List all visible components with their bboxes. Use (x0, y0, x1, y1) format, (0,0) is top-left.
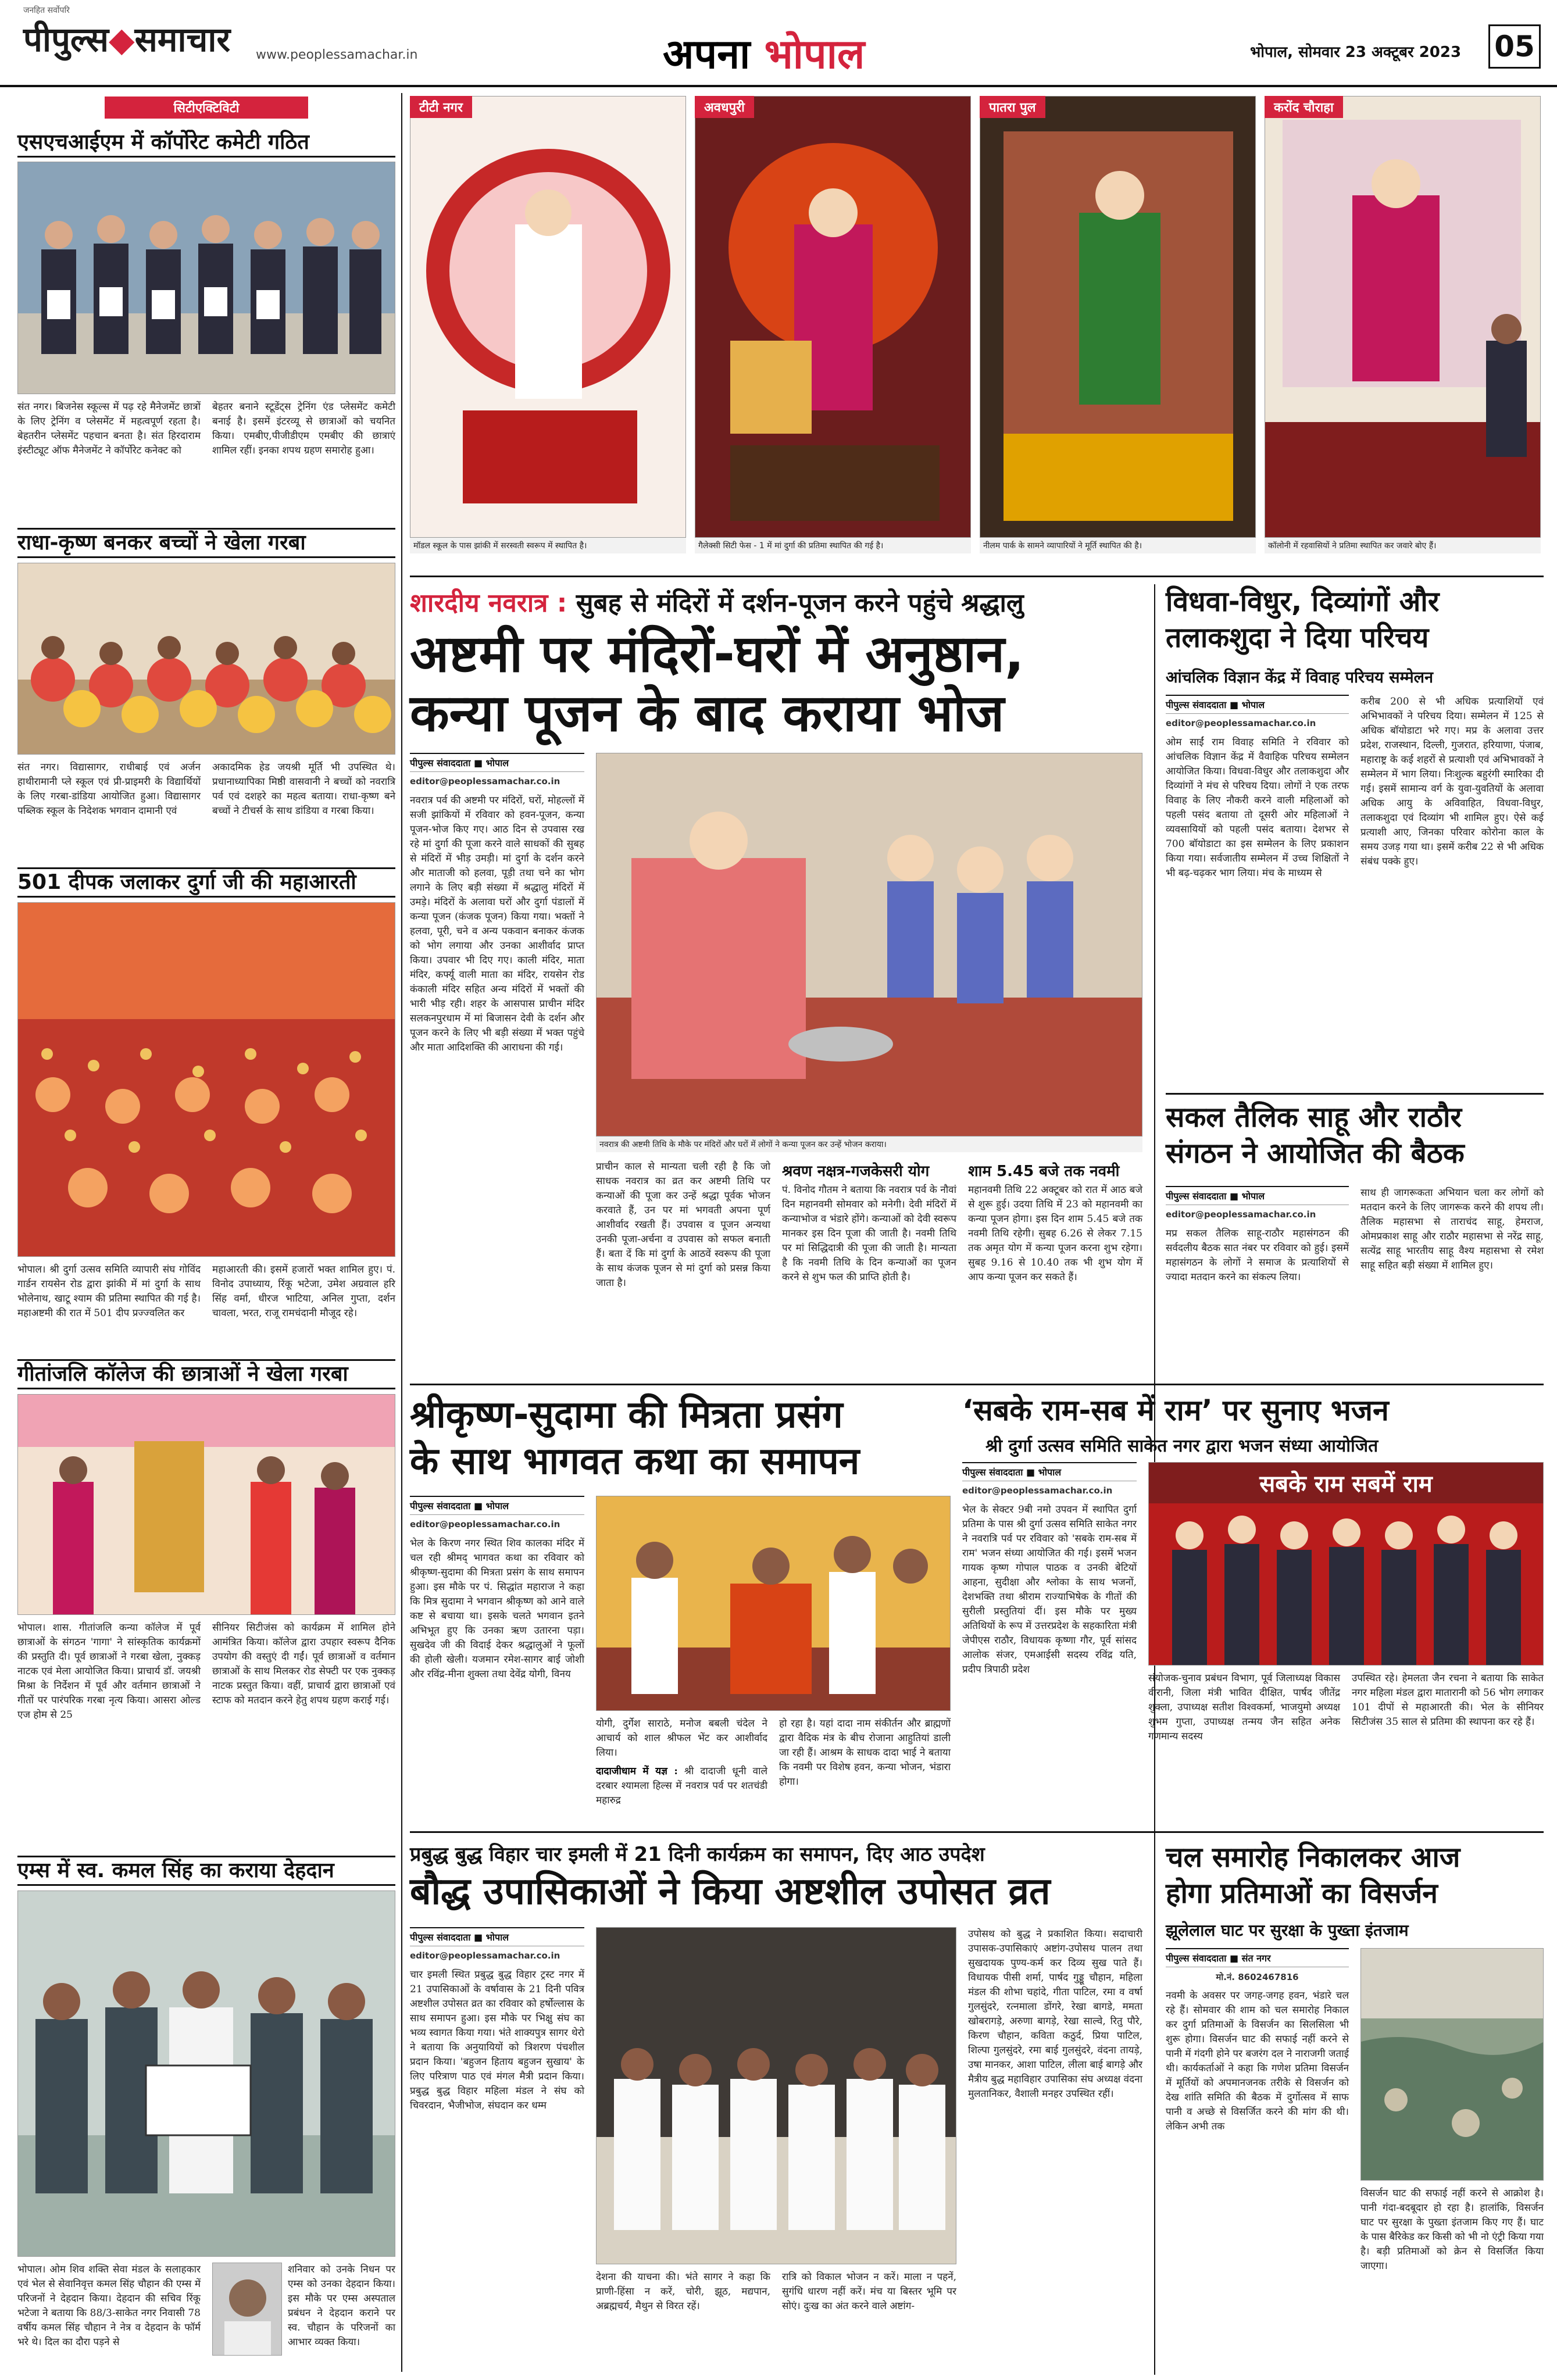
sahu-email[interactable]: editor@peoplessamachar.co.in (1166, 1209, 1316, 1220)
visarjan-ghat-photo-icon (1361, 1949, 1544, 2181)
pandal-tag-4: करोंद चौराहा (1265, 96, 1343, 118)
masthead-tagline: जनहित सर्वोपरि (23, 6, 70, 15)
navratri-byline: पीपुल्स संवाददाता ■ भोपाल (410, 753, 584, 772)
widow-byline: पीपुल्स संवाददाता ■ भोपाल (1166, 695, 1349, 714)
kanya-pujan-photo (596, 753, 1142, 1137)
diamond-icon: ◆ (108, 20, 135, 59)
s4-headline: गीतांजलि कॉलेज की छात्राओं ने खेला गरबा (17, 1359, 395, 1389)
sahu-byline: पीपुल्स संवाददाता ■ भोपाल (1166, 1186, 1349, 1205)
visarjan-headline-1: चल समारोह निकालकर आज (1166, 1841, 1460, 1874)
navratri-email[interactable]: editor@peoplessamachar.co.in (410, 776, 560, 787)
portrait-photo (212, 2263, 282, 2356)
lower-divider (410, 1831, 1544, 1833)
bhajan-story (962, 1392, 1544, 1834)
buddha-text-col3: रात्रि को विकाल भोजन न करें। माला न पहनें, सुगंधि धारण नहीं करें। मंच या बिस्तर भूमि पर सोएं। दुःख का अंत करने वाले अष्टांग- (782, 2271, 956, 2312)
s1-text-col2: बेहतर बनाने स्टूडेंट्स ट्रेनिंग एंड प्लेसमेंट कमेटी बनाई है। इसमें इंटरव्यू से छात्राओं को चयनित किया। एमबीए,पीजीडीएम एमबीए की छात्राएं शामिल रहीं। इनका शपथ ग्रहण समारोह हुआ। (212, 401, 395, 456)
bhagwat-email[interactable]: editor@peoplessamachar.co.in (410, 1519, 560, 1530)
s1-photo (17, 162, 395, 394)
bhajan-subhead: श्री दुर्गा उत्सव समिति साकेत नगर द्वारा भजन संध्या आयोजित (985, 1436, 1379, 1456)
bhajan-text-col3: उपस्थित रहे। हेमलता जैन रचना ने बताया कि साकेत नगर महिला मंडल द्वारा मातारानी को 56 भोग लगाकर 101 दीपों से महाआरती की। भेल के सीनियर सिटीजंस 35 साल से प्रतिमा की स्थापना कर रहे हैं। (1352, 1673, 1544, 1728)
s4-text-col2: सीनियर सिटीजंस को कार्यक्रम में शामिल होने आमंत्रित किया। कॉलेज द्वारा उपहार स्वरूप दैनिक उपयोग की वस्तुएं दी गईं। पूर्व छात्राओं व वर्तमान छात्राओं के साथ मिलकर रोड सेफ्टी पर एक नुक्कड़ नाटक प्रस्तुत किया। वहीं, प्राचार्य द्वारा छात्राओं एवं स्टाफ को मतदान करने हेतु शपथ ग्रहण कराई गई। (212, 1622, 395, 1706)
navratri-kicker (410, 584, 1142, 619)
buddha-story (410, 1840, 1142, 2375)
buddha-text-col2: देशना की याचना की। भंते सागर ने कहा कि प्राणी-हिंसा न करें, चोरी, झूठ, मद्यपान, अब्रह्मचर्य, मैथुन से विरत रहें। (596, 2271, 770, 2312)
bhajan-text-col1: भेल के सेक्टर 9बी नमो उपवन में स्थापित दुर्गा प्रतिमा के पास श्री दुर्गा उत्सव समिति साकेत नगर ने नवरात्रि पर्व पर रविवार को 'सबके राम-सब में राम' भजन संध्या आयोजित की गई। इसमें भजन गायक कृष्ण गोपाल पाठक व उनकी बेटियों आहना, सुदीक्षा और श्लोका के साथ भजनों, देशभक्ति तथा श्रीराम राज्याभिषेक के गीतों की सुरीली प्रस्तुतियां दीं। इस मौके पर मुख्य अतिथियों के रूप में उत्तरप्रदेश के सहकारिता मंत्री जेपीएस राठौर, विधायक कृष्णा गौर, पूर्व सांसद आलोक संजर, एमआईसी सदस्य रविंद्र यति, प्रदीप त्रिपाठी प्रदेश (962, 1504, 1137, 1675)
navratri-kicker-red: शारदीय नवरात्र : (410, 588, 576, 618)
sahu-text-col1: मप्र सकल तैलिक साहू-राठौर महासंगठन की सर्वदलीय बैठक सात नंबर पर रविवार को हुई। इसमें महासंगठन के लोगों ने समाज के प्रत्याशियों से ज्यादा मतदान करने का संकल्प लिया। (1166, 1228, 1349, 1283)
kanya-pujan-caption: नवरात्र की अष्टमी तिथि के मौके पर मंदिरों और घरों में लोगों ने कन्या पूजन कर उन्हें भोजन कराया। (596, 1137, 1142, 1152)
website-link[interactable]: www.peoplessamachar.in (256, 48, 418, 62)
masthead (0, 0, 1557, 87)
pandal-caption-2: गैलेक्सी सिटी फेस - 1 में मां दुर्गा की प्रतिमा स्थापित की गई है। (695, 538, 971, 553)
widow-text-col1: ओम साईं राम विवाह समिति ने रविवार को आंचलिक विज्ञान केंद्र में वैवाहिक परिचय सम्मेलन आयोजित किया। विधवा-विधुर और तलाकशुदा और दिव्यांगों ने मंच से परिचय दिया। लोगों ने एक तरफ विवाह के लिए नौकरी करने वाली महिलाओं को पहली पसंद बताया तो दूसरी ओर महिलाओं ने व्यवसायियों को पहली पसंद बताया। देशभर से 700 बॉयोडाटा का इस सम्मेलन के लिए प्रकाशन किया गया। सर्वजातीय सम्मेलन में उच्च शिक्षितों ने भी बढ़-चढ़कर भाग लिया। मंच के माध्यम से (1166, 737, 1349, 879)
bhagwat-story (410, 1392, 951, 1811)
s1-text-col1: संत नगर। बिजनेस स्कूल्स में पढ़ रहे मैनेजमेंट छात्रों के लिए ट्रेनिंग व प्लेसमेंट में महत्वपूर्ण रहता है। बेहतरीन प्लेसमेंट पहचान बनता है। संत हिरदाराम इंस्टीट्यूट ऑफ मैनेजमेंट ने कॉर्पोरेट कनेक्ट को (17, 401, 201, 456)
navratri-subhead-1: श्रवण नक्षत्र-गजकेसरी योग (782, 1163, 930, 1180)
durga-idol-icon (695, 97, 971, 538)
navratri-body-1: नवरात्र पर्व की अष्टमी पर मंदिरों, घरों, मोहल्लों में सजी झांकियों में रविवार को हवन-पूजन, कन्या पूजन-भोज किए गए। आठ दिन से उपवास रख रहे मां दुर्गा की पूजा करने वाले साधकों की सुबह से मंदिरों में भीड़ उमड़ी। मां दुर्गा के दर्शन करने और माताजी को हलवा, पूड़ी तथा चने का भोग लगाने के लिए बड़ी संख्या में श्रद्धालु मंदिरों में उमड़े। मंदिरों के अलावा घरों और दुर्गा पंडालों में कन्या पूजन (कंजक पूजन) किया गया। भक्तों ने हलवा, पूरी, चने व अन्य पकवान बनाकर कंजक को भोग लगाया और उनका आशीर्वाद प्राप्त किया। उपवार भी दिए गए। काली मंदिर, माता मंदिर, कर्फ्यू वाली माता का मंदिर, रायसेन रोड कंकाली मंदिर सहित अन्य मंदिरों में भक्तों की भारी भीड़ रही। शहर के आसपास प्राचीन मंदिर सलकनपुरधाम में मां बिजासन देवी के दर्शन और पूजन करने के लिए भी बड़ी संख्या में भक्त पहुंचे और माता आदिशक्ति की आराधना की गई। (410, 795, 584, 1053)
widow-subhead: आंचलिक विज्ञान केंद्र में विवाह परिचय सम्मेलन (1166, 669, 1433, 687)
s2-text-col1: संत नगर। विद्यासागर, राधीबाई एवं अर्जन हाथीरामानी प्ले स्कूल एवं प्री-प्राइमरी के विद्यार्थियों के लिए गरबा-डांडिया आयोजित हुआ। विद्यासागर पब्लिक स्कूल के निदेशक भगवान दामानी एवं (17, 762, 201, 817)
navratri-body-4: महानवमी तिथि 22 अक्टूबर को रात में आठ बजे से शुरू हुई। उदया तिथि में 23 को महानवमी का कन्या पूजन होगा। इस दिन शाम 5.45 बजे तक नवमी तिथि रहेगी। सुबह 6.26 से लेकर 7.15 तक अमृत योग में कन्या पूजन करना शुभ रहेगा। सुबह 9.16 से 10.40 तक भी शुभ योग में आप कन्या पूजन कर सकते हैं। (968, 1184, 1142, 1283)
children-garba-photo-icon (18, 563, 395, 755)
portrait-icon (213, 2263, 282, 2356)
pandal-photo-2 (695, 96, 971, 538)
city-activity-tag: सिटीएक्टिविटी (105, 97, 308, 119)
s2-headline: राधा-कृष्ण बनकर बच्चों ने खेला गरबा (17, 528, 395, 558)
buddha-photo (596, 1927, 956, 2264)
s4-text-col1: भोपाल। शास. गीतांजलि कन्या कॉलेज में पूर्व छात्राओं के संगठन 'गागा' ने सांस्कृतिक कार्यक्रमों की प्रस्तुति दी। पूर्व छात्राओं ने गरबा खेला, नुक्कड़ नाटक एवं मेला आयोजित किया। प्राचार्य डॉ. जयश्री मिश्रा के निर्देशन में पूर्व और वर्तमान छात्राओं ने गीतों पर पारंपरिक गरबा नृत्य किया। आसरा ओल्ड एज होम से 25 (17, 1622, 201, 1721)
page-number: 05 (1488, 24, 1541, 69)
navratri-headline-2: कन्या पूजन के बाद कराया भोज (410, 683, 1005, 743)
durga-idol-icon (1265, 97, 1541, 538)
visarjan-phone[interactable]: मो.नं. 8602467816 (1216, 1972, 1299, 1982)
newspaper-logo[interactable] (23, 15, 230, 61)
s5-text-col1: भोपाल। ओम शिव शक्ति सेवा मंडल के सलाहकार एवं भेल से सेवानिवृत्त कमल सिंह चौहान की एम्स में परिजनों ने देहदान किया। देहदान की सचिव रिंकू भटेजा ने बताया कि 88/3-साकेत नगर निवासी 78 वर्षीय कमल सिंह चौहान ने नेत्र व देहदान के फॉर्म भरे थे। दिल का दौरा पड़ने से (17, 2264, 201, 2348)
s2-photo (17, 563, 395, 755)
visarjan-story (1166, 1840, 1544, 2375)
pandal-tag-2: अवधपुरी (695, 96, 754, 118)
pandal-tag-1: टीटी नगर (410, 96, 472, 118)
bhajan-email[interactable]: editor@peoplessamachar.co.in (962, 1485, 1113, 1496)
buddha-vihar-photo-icon (597, 1928, 956, 2264)
s3-headline: 501 दीपक जलाकर दुर्गा जी की महाआरती (17, 867, 395, 898)
logo-left: पीपुल्स (23, 20, 109, 59)
city-activity-column (17, 93, 395, 2372)
widow-email[interactable]: editor@peoplessamachar.co.in (1166, 718, 1316, 728)
widow-headline-2: तलाकशुदा ने दिया परिचय (1166, 621, 1429, 654)
aarti-crowd-photo-icon (18, 903, 395, 1257)
saraswati-idol-icon (410, 97, 686, 538)
buddha-kicker: प्रबुद्ध बुद्ध विहार चार इमली में 21 दिनी कार्यक्रम का समापन, दिए आठ उपदेश (410, 1843, 985, 1866)
buddha-text-col1: चार इमली स्थित प्रबुद्ध बुद्ध विहार ट्रस्ट नगर में 21 उपासिकाओं के वर्षावास के 21 दिनी पवित्र अष्टशील उपोसत व्रत का रविवार को हर्षोल्लास के साथ समापन हुआ। इस मौके पर भिक्षु संघ का भव्य स्वागत किया गया। भंते शाक्यपुत्र सागर थेरो ने बताया कि अनुयायियों को त्रिशरण पंचशील प्रदान किया। 'बहुजन हिताय बहुजन सुखाय' के लिए परित्राण पाठ एवं मंगल मैत्री प्रदान किया। प्रबुद्ध बुद्ध विहार महिला मंडल ने संघ को चिवरदान, भैजीभोज, संघदान कर धम्म (410, 1969, 584, 2111)
section-title-a: अपना (663, 30, 765, 78)
strip-divider (410, 576, 1544, 577)
visarjan-subhead: झूलेलाल घाट पर सुरक्षा के पुख्ता इंतजाम (1166, 1921, 1409, 1940)
college-garba-photo-icon (18, 1395, 395, 1615)
bhajan-text-col2: संयोजक-चुनाव प्रबंधन विभाग, पूर्व जिलाध्यक्ष विकास वीरानी, जिला मंत्री भावित दीक्षित, पार्षद जीतेंद्र शुक्ला, उपाध्यक्ष सतीश विश्वकर्मा, भाजयुमो अध्यक्ष शुभम गुप्ता, उपाध्यक्ष तन्मय जैन सहित अनेक गणमान्य सदस्य (1148, 1673, 1340, 1742)
durga-idol-icon (980, 97, 1256, 538)
buddha-headline: बौद्ध उपासिकाओं ने किया अष्टशील उपोसत व्रत (410, 1870, 1051, 1913)
pandal-caption-4: कॉलोनी में रहवासियों ने प्रतिमा स्थापित कर जवारे बोए हैं। (1265, 538, 1541, 553)
bhajan-banner-text: सबके राम सबमें राम (1259, 1471, 1433, 1498)
bhagwat-text-col3: श्री दादाजी धूनी वाले दरबार श्यामला हिल्स में नवरात्र पर्व पर शतचंडी महारुद्र (596, 1766, 768, 1806)
visarjan-text-col1: नवमी के अवसर पर जगह-जगह हवन, भंडारे चल रहे हैं। सोमवार की शाम को चल समारोह निकाल कर दुर्गा प्रतिमाओं के विसर्जन का सिलसिला भी शुरू होगा। विसर्जन घाट की सफाई नहीं करने से पानी में गंदगी होने पर बजरंग दल ने नाराजगी जताई थी। कार्यकर्ताओं ने कहा कि गणेश प्रतिमा विसर्जन में मूर्तियों को अपमानजनक तरीके से विसर्जन को देख शांति समिति की बैठक में दुर्गोत्सव में साफ पानी व अच्छे से विसर्जित करने की मांग की थी। लेकिन अभी तक (1166, 1990, 1349, 2132)
sahu-text-col2: साथ ही जागरूकता अभियान चला कर लोगों को मतदान करने के लिए जागरूक करने की शपथ ली। तैलिक महासभा से ताराचंद साहू, हेमराज, ओमप्रकाश साहू और राठौर महासभा से नरेंद्र साहू, सत्येंद्र साहू भारतीय साहू वैश्य महासभा से रमेश साहू सहित बड़ी संख्या में शामिल हुए। (1360, 1187, 1544, 1271)
s3-photo (17, 902, 395, 1257)
kanya-pujan-photo-icon (597, 753, 1142, 1137)
section-title (663, 24, 865, 80)
buddha-byline: पीपुल्स संवाददाता ■ भोपाल (410, 1927, 584, 1946)
navratri-story (410, 584, 1142, 1375)
bhajan-byline: पीपुल्स संवाददाता ■ भोपाल (962, 1462, 1137, 1481)
bhagwat-headline-2: के साथ भागवत कथा का समापन (410, 1440, 860, 1483)
body-donation-photo-icon (18, 1891, 395, 2257)
bhagwat-text-col2: योगी, दुर्गेश साराठे, मनोज बबली चंदेल ने आचार्य को शाल श्रीफल भेंट कर आशीर्वाद लिया। (596, 1718, 767, 1759)
buddha-text-col4: उपोसथ को बुद्ध ने प्रकाशित किया। सदाचारी उपासक-उपासिकाएं अष्टांग-उपोसथ पालन तथा सुखदायक पुण्य-कर्म कर दिव्य सुख पाते हैं। विधायक पीसी शर्मा, पार्षद गुड्डू चौहान, महिला मंडल की शोभा चहांदे, गीता पाटिल, रमा व वर्षा गुलसुंदरे, रत्नमाला डोंगरे, रेखा बागडे, ममता खोबरागड़े, अरुणा बागड़े, रेखा साल्वे, रितु पौरे, किरण चौहान, कविता कठुर्द, प्रिया पाटिल, शिल्पा गुलसुंदरे, रमा बाई गुलसुंदरे, वंदना तायड़े, उषा मानकर, आशा पाटिल, लीला बाई बागड़े और मैत्रीय बुद्ध महाविहार उपासिका संघ अध्यक्ष वंदना मुलतानिकर, वैशाली मनहर उपस्थित रहीं। (968, 1928, 1142, 2100)
visarjan-photo (1360, 1948, 1544, 2181)
s2-text-col2: अकादमिक हेड जयश्री मूर्ति भी उपस्थित थे। प्रधानाध्यापिका मिष्ठी वासवानी ने बच्चों को नवरात्रि पर्व एवं दशहरे का महत्व बताया। राधा-कृष्ण बने बच्चों ने टीचर्स के साथ डांडिया व गरबा किया। (212, 762, 395, 817)
s5-text-col2: शनिवार को उनके निधन पर एम्स को उनका देहदान किया। इस मौके पर एम्स अस्पताल प्रबंधन ने देहदान कराने पर स्व. चौहान के परिजनों का आभार व्यक्त किया। (288, 2264, 395, 2348)
bhagwat-katha-photo-icon (597, 1496, 951, 1711)
sahu-headline-1: सकल तैलिक साहू और राठौर (1166, 1101, 1462, 1134)
dateline: भोपाल, सोमवार 23 अक्टूबर 2023 (1250, 44, 1462, 61)
logo-right: समाचार (134, 20, 231, 59)
visarjan-byline: पीपुल्स संवाददाता ■ संत नगर (1166, 1948, 1349, 1967)
s5-headline: एम्स में स्व. कमल सिंह का कराया देहदान (17, 1856, 395, 1886)
navratri-headline-1: अष्टमी पर मंदिरों-घरों में अनुष्ठान, (410, 624, 1024, 684)
s3-text-col1: भोपाल। श्री दुर्गा उत्सव समिति व्यापारी संघ गोविंद गार्डन रायसेन रोड द्वारा झांकी में मां दुर्गा के साथ भोलेनाथ, खाटू श्याम की प्रतिमा स्थापित की गई है। महाअष्टमी की रात में 501 दीप प्रज्ज्वलित कर (17, 1264, 201, 1319)
widow-headline-1: विधवा-विधुर, दिव्यांगों और (1166, 585, 1440, 618)
navratri-kicker-text: सुबह से मंदिरों में दर्शन-पूजन करने पहुंचे श्रद्धालु (576, 588, 1024, 618)
bhagwat-byline: पीपुल्स संवाददाता ■ भोपाल (410, 1496, 584, 1515)
column-divider (401, 93, 402, 2372)
mid-divider (410, 1384, 1544, 1385)
navratri-body-3: पं. विनोद गौतम ने बताया कि नवरात्र पर्व के नौवां दिन महानवमी सोमवार को मनेगी। देवी मंदिरों में कन्याभोज व भंडारे होंगे। कन्याओं को देवी स्वरूप मानकर इस दिन पूजा की जाती है। नवमी तिथि पर मां सिद्धिदात्री की पूजा की जाती है। मान्यता है कि नवमी तिथि के दिन कन्याओं का पूजन करने से शुभ फल की प्राप्ति होती है। (782, 1184, 956, 1283)
section-title-b: भोपाल (764, 30, 865, 78)
pandal-caption-1: मॉडल स्कूल के पास झांकी में सरस्वती स्वरूप में स्थापित है। (410, 538, 686, 553)
bhajan-headline: ‘सबके राम-सब में राम’ पर सुनाए भजन (962, 1393, 1389, 1427)
bhagwat-dadaji-para (596, 1764, 767, 1808)
pandal-caption-3: नीलम पार्क के सामने व्यापारियों ने मूर्ति स्थापित की है। (980, 538, 1256, 553)
group-photo-icon (18, 162, 395, 394)
sahu-top-rule (1166, 1093, 1544, 1095)
bhagwat-text-col4: हो रहा है। यहां दादा नाम संकीर्तन और ब्राह्मणों द्वारा वैदिक मंत्र के बीच रोजाना आहुतियां डाली जा रही हैं। आश्रम के साधक दादा भाई ने बताया कि नवमी पर विशेष हवन, कन्या भोजन, भंडारा होगा। (779, 1718, 951, 1788)
navratri-body-2: प्राचीन काल से मान्यता चली रही है कि जो साधक नवरात्र का व्रत कर अष्टमी तिथि पर कन्याओं की पूजा कर उन्हें श्रद्धा पूर्वक भोजन करवाते हैं, उन पर मां भगवती अपना पूर्ण आशीर्वाद रखती हैं। उपवास व पूजन अन्यथा उनकी पूजा-अर्चना व उपवास को सफल बनाती हैं। बता दें कि मां दुर्गा के आठवें स्वरूप की पूजा के साथ कंजक पूजन से मां दुर्गा को प्रसन्न किया जाता है। (596, 1161, 770, 1289)
s3-text-col2: महाआरती की। इसमें हजारों भक्त शामिल हुए। पं. विनोद उपाध्याय, रिंकू भटेजा, उमेश अग्रवाल हरि सिंह वर्मा, धीरज भाटिया, अनिल गुप्ता, दर्शन चावला, भरत, राजू रामचंदानी मौजूद रहे। (212, 1264, 395, 1319)
navratri-subhead-2: शाम 5.45 बजे तक नवमी (968, 1163, 1120, 1180)
bhagwat-text-col1: भेल के किरण नगर स्थित शिव कालका मंदिर में चल रही श्रीमद् भागवत कथा का रविवार को श्रीकृष्ण-सुदामा की मित्रता प्रसंग के साथ समापन हुआ। इस मौके पर पं. सिद्धांत महाराज ने कहा कि मित्र सुदामा ने भगवान श्रीकृष्ण को आने वाले कष्ट से बचाया था। इसके चलते भगवान इतने अभिभूत हुए कि उनका ऋण उतारना पड़ा। सुखदेव जी की विदाई देकर श्रद्धालुओं ने फूलों की होली खेली। यजमान रमेश-सागर बाई जोशी और रविंद्र-मीना शुक्ला तथा देवेंद्र योगी, विनय (410, 1538, 584, 1680)
pandal-photo-1 (410, 96, 686, 538)
bhagwat-headline-1: श्रीकृष्ण-सुदामा की मित्रता प्रसंग (410, 1393, 843, 1436)
pandal-photo-3 (980, 96, 1256, 538)
bhagwat-subhead: दादाजीधाम में यज्ञ : (596, 1766, 678, 1777)
widow-text-col2: करीब 200 से भी अधिक प्रत्याशियों एवं अभिभावकों ने परिचय दिया। सम्मेलन में 125 से अधिक बॉयोडाटा भरे गए। मप्र के अलावा उत्तर प्रदेश, राजस्थान, दिल्ली, गुजरात, हरियाणा, पंजाब, महाराष्ट्र के कई शहरों से प्रत्याशी एवं अभिभावकों ने सम्मेलन में भाग लिया। निःशुल्क बहुरंगी स्मारिका दी गई। इसमें सामान्य वर्ग के युवा-युवतियों के अलावा अधिक आयु के अविवाहित, विधवा-विधुर, तलाकशुदा एवं दिव्यांग भी शामिल हुए। ऐसे कई प्रत्याशी आए, जिनका परिवार कोरोना काल के समय उजड़ गया था। इसमें करीब 22 से भी अधिक संबंध पक्के हुए। (1360, 696, 1544, 867)
s1-headline: एसएचआईएम में कॉर्पोरेट कमेटी गठित (17, 129, 395, 158)
visarjan-caption: विसर्जन घाट की सफाई नहीं करने से आक्रोश है। पानी गंदा-बदबूदार हो रहा है। हालांकि, विसर्जन घाट पर सुरक्षा के पुख्ता इंतजाम किए गए हैं। घाट के पास बैरिकेड कर किसी को भी नो एंट्री किया गया है। बड़ी प्रतिमाओं को क्रेन से विसर्जित किया जाएगा। (1360, 2188, 1544, 2272)
sahu-headline-2: संगठन ने आयोजित की बैठक (1166, 1137, 1465, 1170)
s5-photo (17, 1891, 395, 2257)
bhagwat-photo (596, 1496, 951, 1711)
buddha-email[interactable]: editor@peoplessamachar.co.in (410, 1950, 560, 1961)
pandal-strip (410, 96, 1544, 561)
widow-story (1166, 584, 1544, 1119)
sahu-story (1166, 1093, 1544, 1384)
pandal-photo-4 (1265, 96, 1541, 538)
visarjan-headline-2: होगा प्रतिमाओं का विसर्जन (1166, 1877, 1438, 1910)
pandal-tag-3: पातरा पुल (980, 96, 1045, 118)
s4-photo (17, 1394, 395, 1615)
